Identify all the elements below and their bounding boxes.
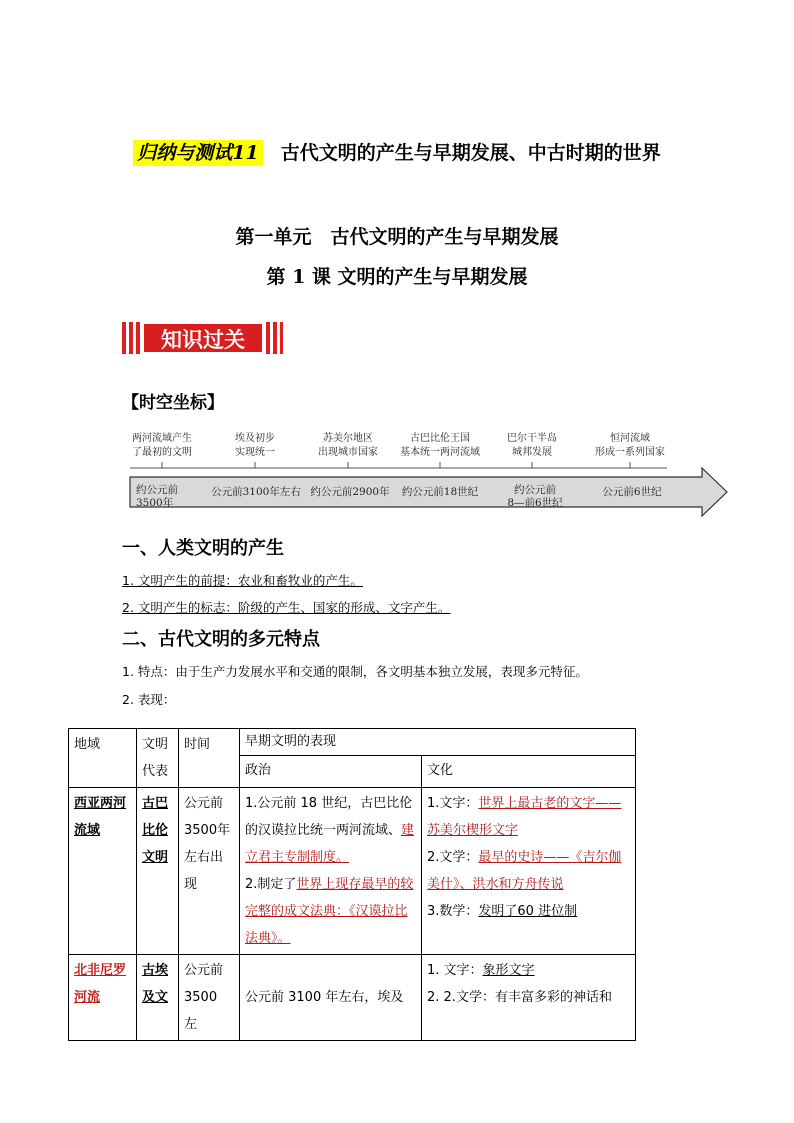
table-row [69,788,636,955]
timeline-date-4: 约公元前18世纪 [401,486,479,498]
knowledge-badge-label: 知识过关 [144,322,262,354]
header-region: 地域 [69,729,137,788]
timeline-event-2: 埃及初步 实现统一 [235,433,275,458]
header-time: 时间 [179,729,240,788]
row2-time: 公元前3500 左 [179,955,240,1041]
timeline-event-4: 古巴比伦王国 基本统一两河流域 [400,433,480,458]
civilization-table [68,728,636,1041]
timeline-date-6: 公元前6世纪 [602,486,662,498]
document-title [0,138,794,165]
section1-item2: 2. 文明产生的标志：阶级的产生、国家的形成、文字产生。 [122,600,451,615]
row2-region: 北非尼罗河流 [69,955,137,1041]
unit-title: 第一单元 古代文明的产生与早期发展 [235,226,559,248]
row2-civ: 古埃及文 [137,955,179,1041]
row1-region: 西亚两河流域 [69,788,137,955]
row2-culture: 1. 文字：象形文字 2. 2.文学：有丰富多彩的神话和 [422,955,636,1041]
table-header-row [69,729,636,756]
timeline-graphic [122,424,732,524]
row1-politics: 1.公元前 18 世纪，古巴比伦的汉谟拉比统一两河流域、建立君主专制制度。 2.制定了世界上现存最早的较完整的成文法典：《汉谟拉比法典》。 [240,788,422,955]
row1-time: 公元前3500年左右出现 [179,788,240,955]
row1-civ: 古巴比伦文明 [137,788,179,955]
timeline-date-3: 约公元前2900年 [310,486,390,498]
section1-item1: 1. 文明产生的前提：农业和畜牧业的产生。 [122,573,363,588]
timeline-event-3: 苏美尔地区 出现城市国家 [318,433,378,458]
row2-politics: 公元前 3100 年左右，埃及 [240,955,422,1041]
timeline-event-1: 两河流域产生 了最初的文明 [132,433,192,458]
timeline-event-6: 恒河流域 形成一系列国家 [595,433,665,458]
section2-item1: 1. 特点：由于生产力发展水平和交通的限制，各文明基本独立发展，表现多元特征。 [122,664,588,679]
section2-item2: 2. 表现： [122,692,176,707]
header-culture: 文化 [422,756,636,788]
title-text: 古代文明的产生与早期发展、中古时期的世界 [280,142,661,164]
section2-heading: 二、古代文明的多元特点 [122,629,320,650]
timeline-date-2: 公元前3100年左右 [211,486,301,498]
timeline-date-5: 约公元前 8—前6世纪 [507,484,563,509]
table-row [69,955,636,1041]
knowledge-badge [122,322,282,354]
section1-heading: 一、人类文明的产生 [122,538,284,559]
timeline-event-5: 巴尔干半岛 城邦发展 [507,433,557,458]
timeline-label: 【时空坐标】 [122,393,224,413]
header-politics: 政治 [240,756,422,788]
header-civ: 文明代表 [137,729,179,788]
row1-culture: 1.文字：世界上最古老的文字——苏美尔楔形文字 2.文学：最早的史诗——《吉尔伽美什》、洪水和方舟传说 3.数学：发明了60 进位制 [422,788,636,955]
chapter-badge: 归纳与测试11 [133,140,262,166]
timeline-date-1: 约公元前 3500年 [136,484,178,509]
lesson-title: 第 1 课 文明的产生与早期发展 [266,266,528,288]
header-early: 早期文明的表现 [240,729,636,756]
